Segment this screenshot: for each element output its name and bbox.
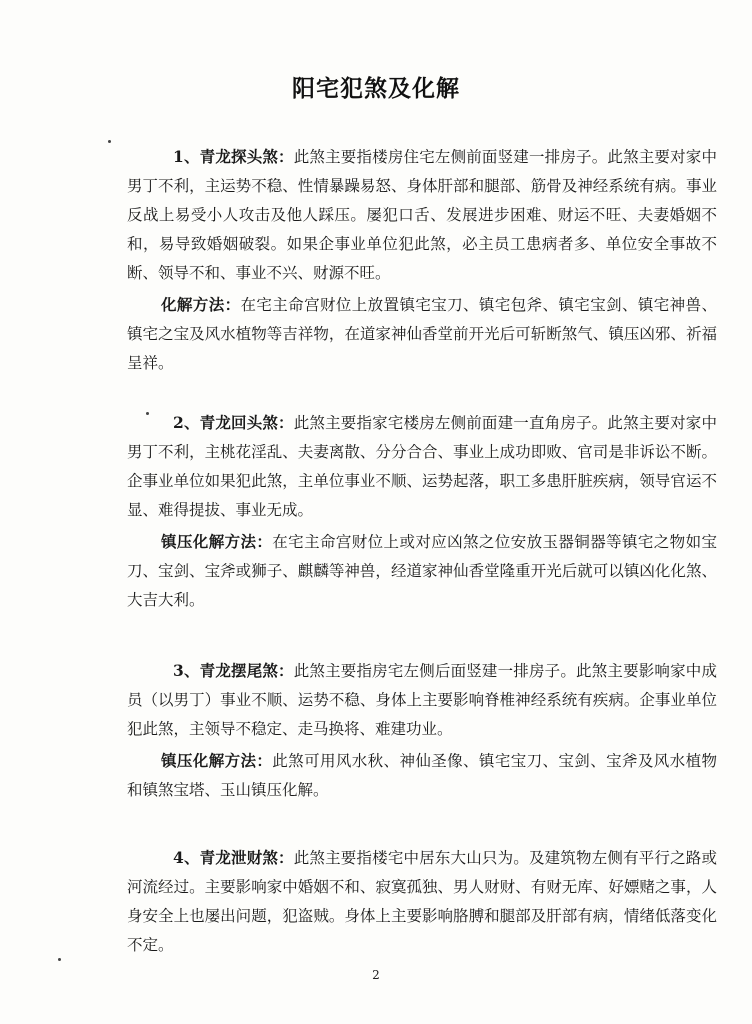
section-4 (127, 843, 717, 960)
section-2-body: 此煞主要指家宅楼房左侧前面建一直角房子。此煞主要对家中男丁不利，主桃花淫乱、夫妻离散、分分合合、事业上成功即败、官司是非诉讼不断。企事业单位如果犯此煞，主单位事业不顺、运势起落，职工多患肝脏疾病，领导官运不显、难得提拔、事业无成。 (127, 414, 717, 519)
section-4-body: 此煞主要指楼宅中居东大山只为。及建筑物左侧有平行之路或河流经过。主要影响家中婚姻不和、寂寞孤独、男人财财、有财无库、好嫖赌之事，人身安全上也屡出问题，犯盗贼。身体上主要影响胳膊和腿部及肝部有病，情绪低落变化不定。 (127, 849, 717, 954)
section-4-paragraph (127, 843, 717, 960)
section-2-method (127, 527, 717, 615)
section-3-paragraph (127, 656, 717, 744)
page-title: 阳宅犯煞及化解 (292, 75, 460, 102)
section-1-method-label: 化解方法： (161, 295, 241, 314)
section-1-heading: 1、青龙探头煞： (173, 147, 294, 166)
scan-speck (146, 412, 149, 415)
section-2 (127, 408, 717, 615)
section-3-method (127, 746, 717, 805)
section-2-paragraph (127, 408, 717, 525)
section-3-body: 此煞主要指房宅左侧后面竖建一排房子。此煞主要影响家中成员（以男丁）事业不顺、运势不稳、身体上主要影响脊椎神经系统有疾病。企事业单位犯此煞，主领导不稳定、走马换将、难建功业。 (127, 662, 717, 738)
section-2-method-body: 在宅主命宫财位上或对应凶煞之位安放玉器铜器等镇宅之物如宝刀、宝剑、宝斧或狮子、麒麟等神兽，经道家神仙香堂隆重开光后就可以镇凶化化煞、大吉大利。 (127, 533, 717, 609)
section-1-method (127, 290, 717, 378)
section-1 (127, 142, 717, 378)
section-3-heading: 3、青龙摆尾煞： (173, 661, 294, 680)
scan-speck (58, 958, 61, 961)
section-1-body: 此煞主要指楼房住宅左侧前面竖建一排房子。此煞主要对家中男丁不利，主运势不稳、性情暴躁易怒、身体肝部和腿部、筋骨及神经系统有病。事业反战上易受小人攻击及他人踩压。屡犯口舌、发展进步困难、财运不旺、夫妻婚姻不和，易导致婚姻破裂。如果企事业单位犯此煞，必主员工患病者多、单位安全事故不断、领导不和、事业不兴、财源不旺。 (127, 148, 717, 282)
section-3 (127, 656, 717, 805)
section-2-heading: 2、青龙回头煞： (173, 413, 294, 432)
section-1-method-body: 在宅主命宫财位上放置镇宅宝刀、镇宅包斧、镇宅宝剑、镇宅神兽、镇宅之宝及风水植物等吉祥物，在道家神仙香堂前开光后可斩断煞气、镇压凶邪、祈福呈祥。 (127, 296, 717, 372)
section-4-heading: 4、青龙泄财煞： (173, 848, 294, 867)
section-2-method-label: 镇压化解方法： (161, 532, 273, 551)
section-1-paragraph (127, 142, 717, 288)
page-number: 2 (372, 968, 380, 982)
scan-speck (108, 140, 111, 143)
section-3-method-label: 镇压化解方法： (161, 751, 273, 770)
section-3-method-body: 此煞可用风水秋、神仙圣像、镇宅宝刀、宝剑、宝斧及风水植物和镇煞宝塔、玉山镇压化解。 (127, 752, 717, 799)
